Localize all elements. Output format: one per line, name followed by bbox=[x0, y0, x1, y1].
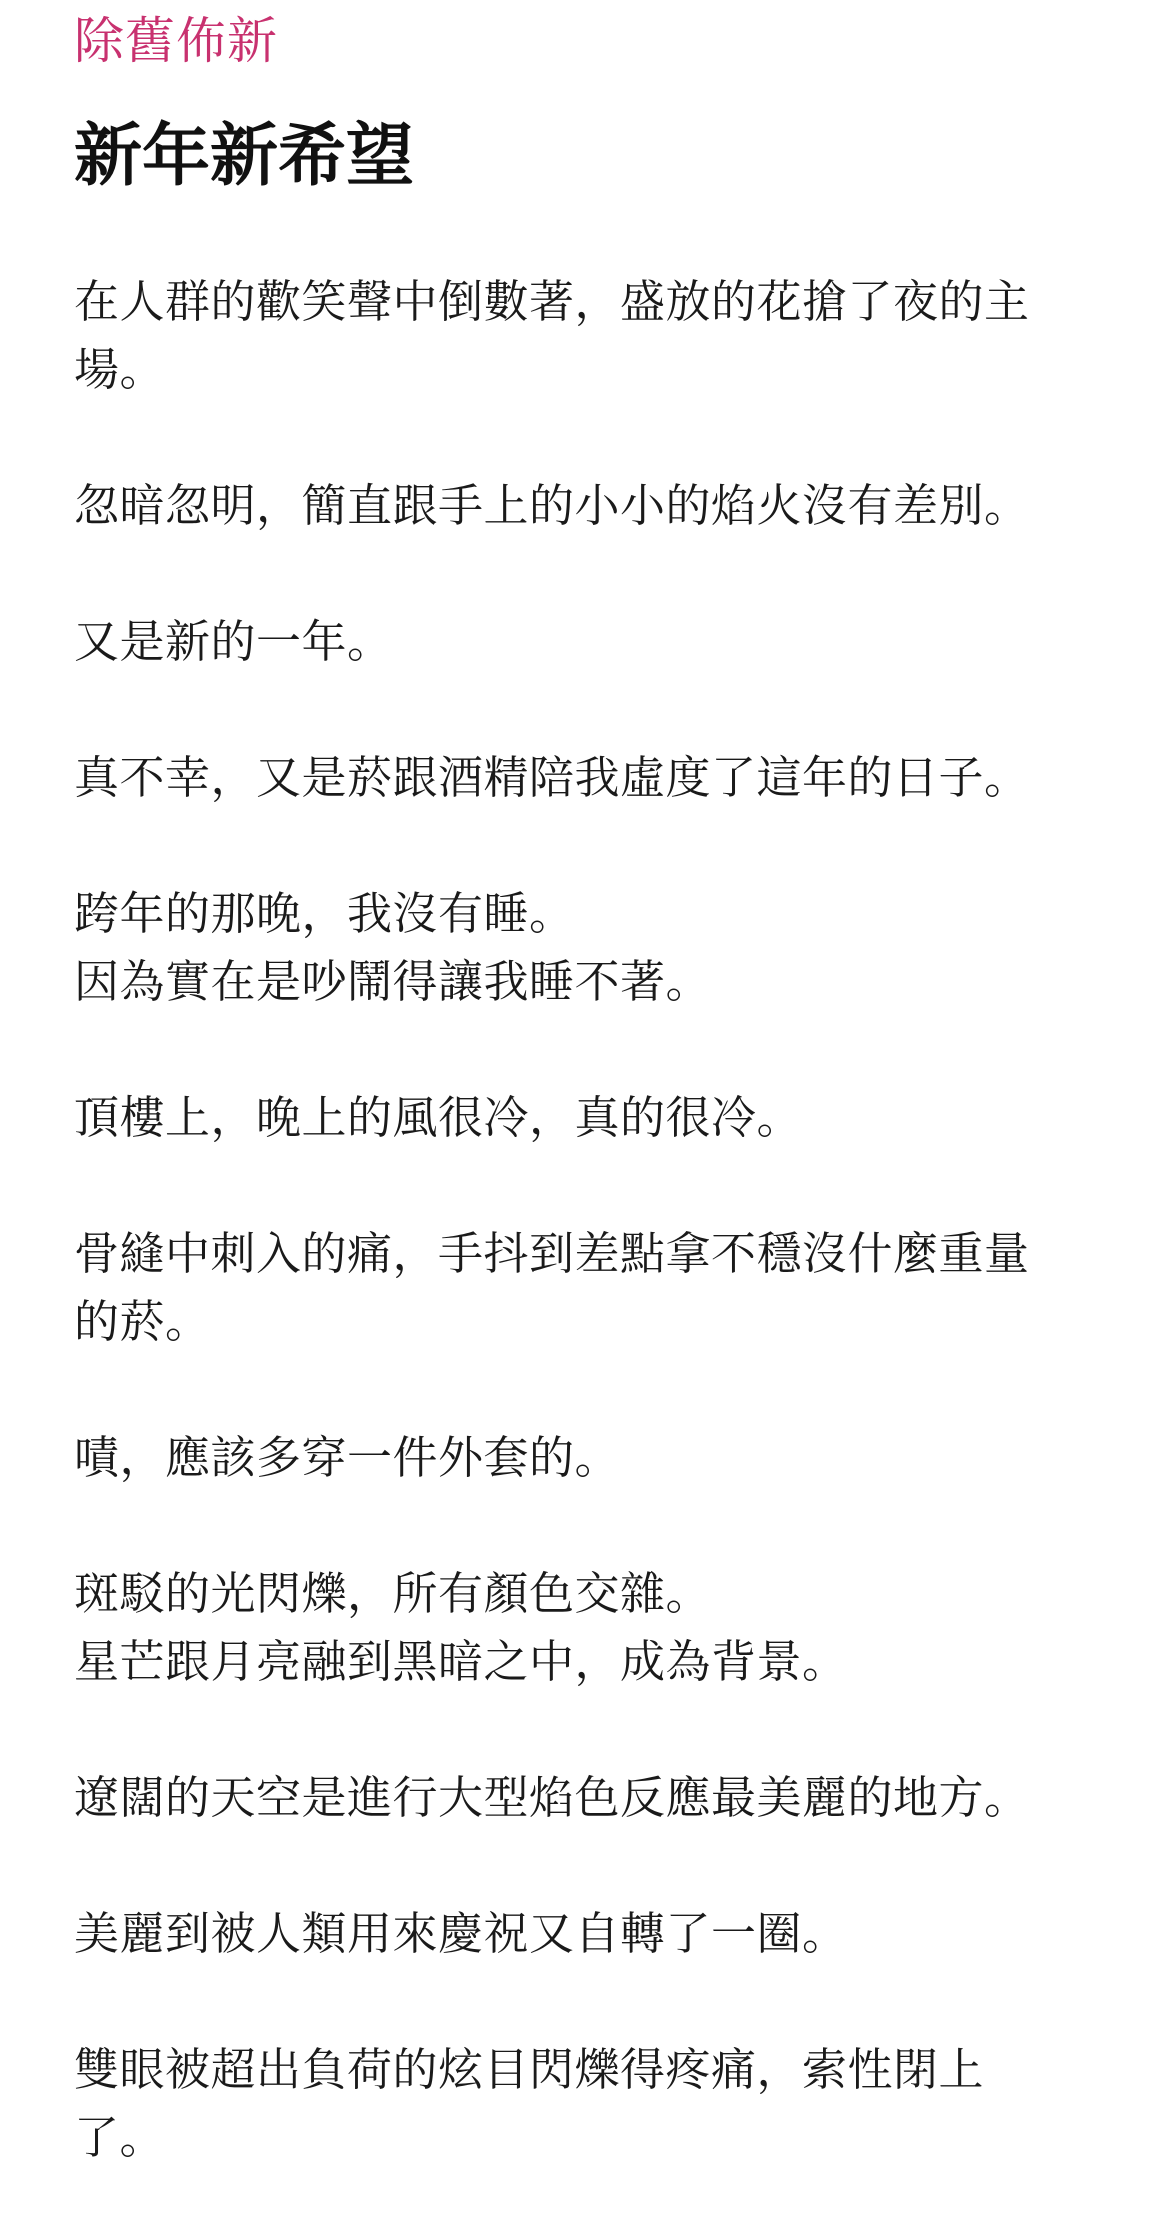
paragraph-line: 場。 bbox=[74, 343, 166, 396]
paragraph bbox=[74, 472, 1104, 540]
paragraph-line: 真不幸，又是菸跟酒精陪我虛度了這年的日子。 bbox=[74, 751, 1030, 804]
paragraph bbox=[74, 1220, 1104, 1356]
paragraph bbox=[74, 2036, 1104, 2172]
paragraph-line: 頂樓上，晚上的風很冷，真的很冷。 bbox=[74, 1091, 803, 1144]
paragraph-line: 忽暗忽明，簡直跟手上的小小的焰火沒有差別。 bbox=[74, 479, 1030, 532]
article-title: 新年新希望 bbox=[74, 117, 415, 196]
paragraph-line: 的菸。 bbox=[74, 1295, 211, 1348]
paragraph-line: 美麗到被人類用來慶祝又自轉了一圈。 bbox=[74, 1907, 848, 1960]
paragraph-line: 在人群的歡笑聲中倒數著，盛放的花搶了夜的主 bbox=[74, 275, 1030, 328]
paragraph-line: 雙眼被超出負荷的炫目閃爍得疼痛，索性閉上 bbox=[74, 2043, 985, 2096]
paragraph-line: 斑駁的光閃爍，所有顏色交雜。 bbox=[74, 1567, 712, 1620]
category-label[interactable]: 除舊佈新 bbox=[74, 12, 278, 70]
paragraph bbox=[74, 744, 1104, 812]
paragraph-line: 骨縫中刺入的痛，手抖到差點拿不穩沒什麼重量 bbox=[74, 1227, 1030, 1280]
paragraph bbox=[74, 608, 1104, 676]
paragraph bbox=[74, 1084, 1104, 1152]
paragraph bbox=[74, 1900, 1104, 1968]
paragraph bbox=[74, 1764, 1104, 1832]
paragraph-line: 星芒跟月亮融到黑暗之中，成為背景。 bbox=[74, 1635, 848, 1688]
paragraph-line: 嘖，應該多穿一件外套的。 bbox=[74, 1431, 621, 1484]
article-body bbox=[74, 268, 1104, 2240]
paragraph-line: 又是新的一年。 bbox=[74, 615, 393, 668]
paragraph-line: 因為實在是吵鬧得讓我睡不著。 bbox=[74, 955, 712, 1008]
paragraph bbox=[74, 1560, 1104, 1696]
paragraph bbox=[74, 880, 1104, 1016]
paragraph-line: 遼闊的天空是進行大型焰色反應最美麗的地方。 bbox=[74, 1771, 1030, 1824]
paragraph bbox=[74, 1424, 1104, 1492]
paragraph bbox=[74, 268, 1104, 404]
paragraph-line: 跨年的那晚，我沒有睡。 bbox=[74, 887, 575, 940]
paragraph-line: 了。 bbox=[74, 2111, 166, 2164]
